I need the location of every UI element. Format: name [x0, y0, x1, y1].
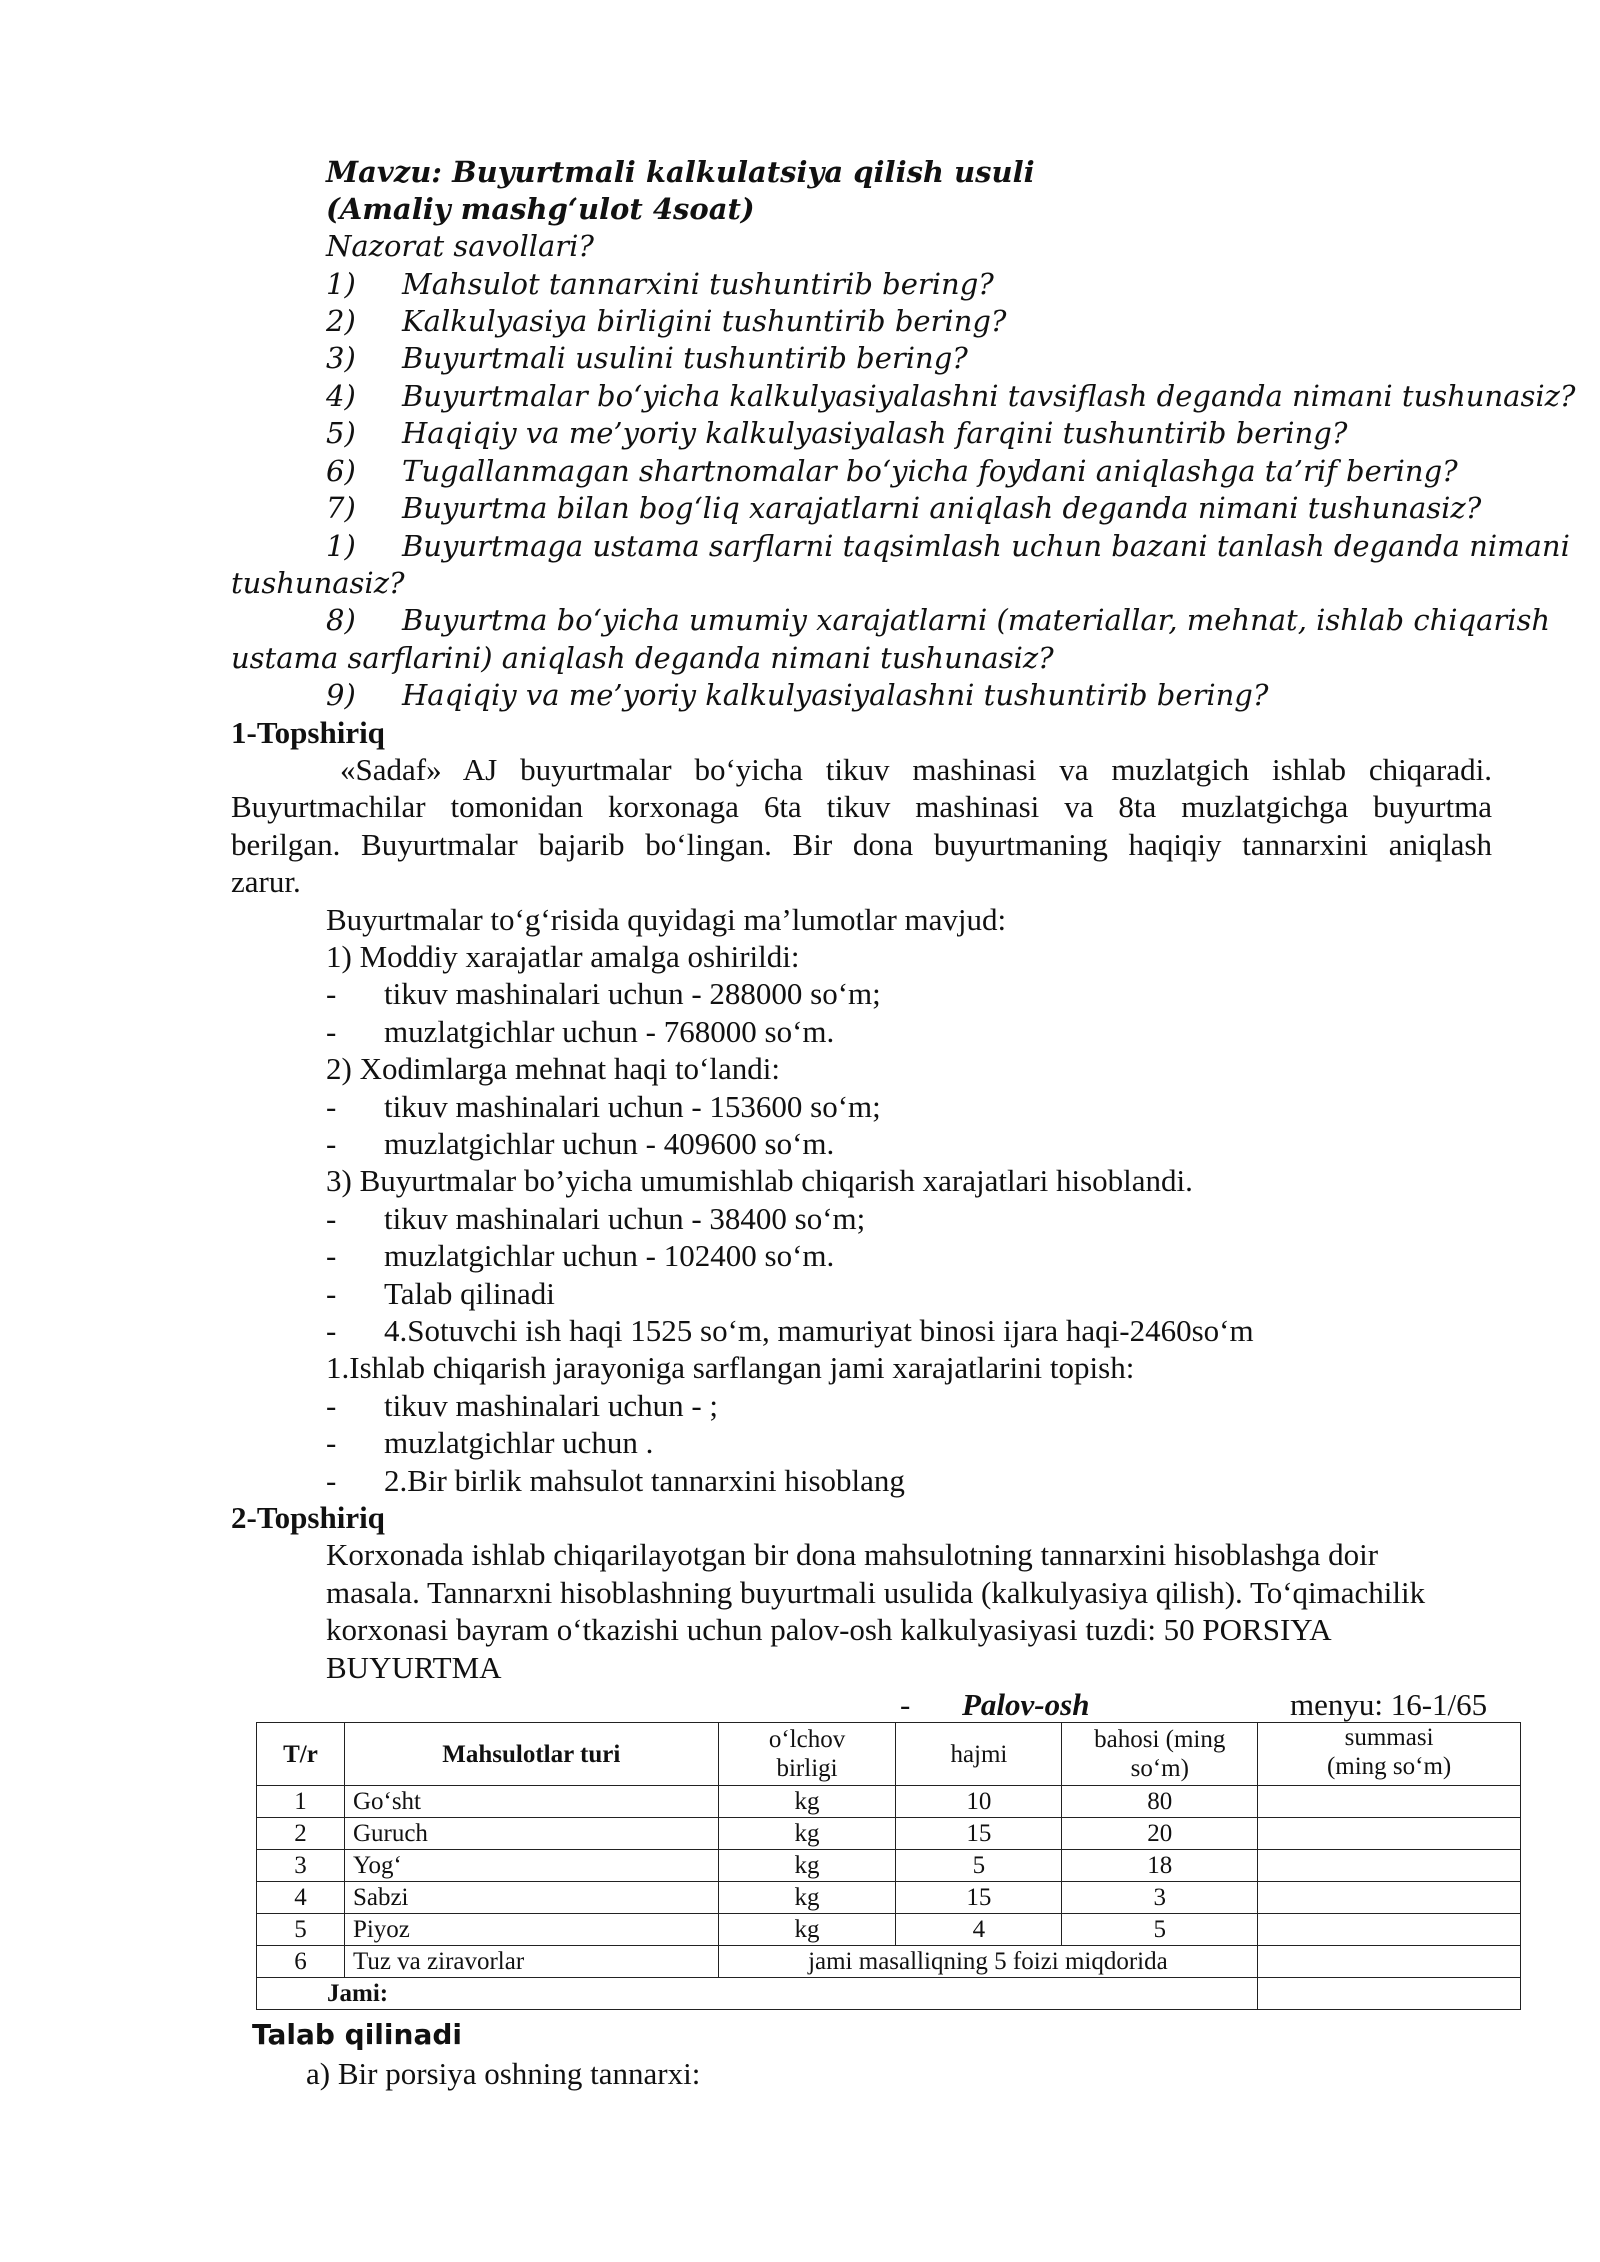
header-name: Mahsulotlar turi — [344, 1723, 718, 1786]
bullet-item: - muzlatgichlar uchun - 768000 so‘m. — [326, 1014, 835, 1049]
task2-paragraph-line: Korxonada ishlab chiqarilayotgan bir dona mahsulotning tannarxini hisoblashga doir — [326, 1537, 1379, 1572]
bullet-item: - muzlatgichlar uchun . — [326, 1425, 654, 1460]
document-subtitle: (Amaliy mashg‘ulot 4soat) — [326, 192, 755, 226]
bullet-item: - Talab qilinadi — [326, 1276, 555, 1311]
task1-paragraph-line: zarur. — [231, 864, 301, 899]
question-item: 2) Kalkulyasiya birligini tushuntirib bering? — [326, 304, 1007, 338]
cell-name: Guruch — [344, 1818, 718, 1850]
cell-sum — [1258, 1882, 1521, 1914]
cell-unit: kg — [718, 1850, 896, 1882]
cell-sum — [1258, 1914, 1521, 1946]
table-row — [257, 1850, 1521, 1882]
cell-sum — [1258, 1850, 1521, 1882]
cell-qty: 5 — [896, 1850, 1062, 1882]
task1-section: 1.Ishlab chiqarish jarayoniga sarflangan jami xarajatlarini topish: — [326, 1350, 1135, 1385]
questions-heading: Nazorat savollari? — [326, 229, 594, 263]
cell-unit: kg — [718, 1882, 896, 1914]
table-total-row — [257, 1978, 1521, 2010]
cell-price: 18 — [1062, 1850, 1258, 1882]
header-sum: summasi (ming so‘m) — [1258, 1723, 1521, 1786]
task1-section: 3) Buyurtmalar bo’yicha umumishlab chiqarish xarajatlari hisoblandi. — [326, 1163, 1193, 1198]
cell-qty: 4 — [896, 1914, 1062, 1946]
cell-qty: 10 — [896, 1786, 1062, 1818]
question-text: Buyurtmaga ustama sarflarni taqsimlash uchun bazani tanlash deganda nimani — [402, 529, 1570, 563]
task1-paragraph-line: Buyurtmachilar tomonidan korxonaga 6ta tikuv mashinasi va 8ta muzlatgichga buyurtma — [231, 789, 1492, 824]
dish-dash: - — [900, 1687, 911, 1722]
task2-heading: 2-Topshiriq — [231, 1500, 385, 1535]
question-item: 5) Haqiqiy va me’yoriy kalkulyasiyalash farqini tushuntirib bering? — [326, 416, 1348, 450]
table-row — [257, 1882, 1521, 1914]
required-item-a: a) Bir porsiya oshning tannarxi: — [306, 2056, 701, 2091]
table-row — [257, 1786, 1521, 1818]
question-text: Buyurtma bo‘yicha umumiy xarajatlarni (materiallar, mehnat, ishlab chiqarish — [402, 603, 1551, 637]
bullet-item: - tikuv mashinalari uchun - 288000 so‘m; — [326, 976, 881, 1011]
table-header-row — [257, 1723, 1521, 1786]
dish-name: Palov-osh — [962, 1687, 1090, 1722]
question-item: 6) Tugallanmagan shartnomalar bo‘yicha foydani aniqlashga ta’rif bering? — [326, 454, 1458, 488]
task1-info-intro: Buyurtmalar to‘g‘risida quyidagi ma’lumotlar mavjud: — [326, 902, 1007, 937]
question-item: 9) Haqiqiy va me’yoriy kalkulyasiyalashni tushuntirib bering? — [326, 678, 1269, 712]
task1-paragraph-line: «Sadaf» AJ buyurtmalar bo‘yicha tikuv mashinasi va muzlatgich ishlab chiqaradi. — [340, 752, 1492, 787]
bullet-item: - tikuv mashinalari uchun - 153600 so‘m; — [326, 1089, 881, 1124]
cell-n: 6 — [257, 1946, 345, 1978]
question-number: 1) — [326, 529, 356, 563]
ingredients-table — [256, 1722, 1521, 2010]
task2-paragraph-line: korxonasi bayram o‘tkazishi uchun palov-osh kalkulyasiyasi tuzdi: 50 PORSIYA — [326, 1612, 1332, 1647]
cell-qty: 15 — [896, 1882, 1062, 1914]
cell-name: Tuz va ziravorlar — [344, 1946, 718, 1978]
total-label: Jami: — [257, 1978, 1258, 2010]
cell-n: 5 — [257, 1914, 345, 1946]
cell-price: 80 — [1062, 1786, 1258, 1818]
cell-merged-note: jami masalliqning 5 foizi miqdorida — [718, 1946, 1258, 1978]
question-item: 7) Buyurtma bilan bog‘liq xarajatlarni aniqlash deganda nimani tushunasiz? — [326, 491, 1482, 525]
menu-code: menyu: 16-1/65 — [1290, 1687, 1488, 1722]
bullet-item: - muzlatgichlar uchun - 102400 so‘m. — [326, 1238, 835, 1273]
cell-unit: kg — [718, 1818, 896, 1850]
cell-sum — [1258, 1786, 1521, 1818]
bullet-item: - muzlatgichlar uchun - 409600 so‘m. — [326, 1126, 835, 1161]
table-row — [257, 1818, 1521, 1850]
cell-sum — [1258, 1946, 1521, 1978]
table-row — [257, 1946, 1521, 1978]
cell-price: 20 — [1062, 1818, 1258, 1850]
cell-n: 1 — [257, 1786, 345, 1818]
document-title: Mavzu: Buyurtmali kalkulatsiya qilish usuli — [326, 155, 1035, 189]
question-text-cont: tushunasiz? — [231, 566, 405, 600]
question-text-cont: ustama sarflarini) aniqlash deganda nimani tushunasiz? — [231, 641, 1054, 675]
question-item: 3) Buyurtmali usulini tushuntirib bering? — [326, 341, 968, 375]
header-qty: hajmi — [896, 1723, 1062, 1786]
cell-unit: kg — [718, 1786, 896, 1818]
table-row — [257, 1914, 1521, 1946]
total-sum — [1258, 1978, 1521, 2010]
header-tr: T/r — [257, 1723, 345, 1786]
cell-name: Yog‘ — [344, 1850, 718, 1882]
task1-section: 2) Xodimlarga mehnat haqi to‘landi: — [326, 1051, 780, 1086]
task2-paragraph-line: BUYURTMA — [326, 1650, 502, 1685]
cell-sum — [1258, 1818, 1521, 1850]
header-price: bahosi (ming so‘m) — [1062, 1723, 1258, 1786]
header-unit: o‘lchov birligi — [718, 1723, 896, 1786]
task1-section: 1) Moddiy xarajatlar amalga oshirildi: — [326, 939, 800, 974]
bullet-item: - tikuv mashinalari uchun - ; — [326, 1388, 719, 1423]
cell-price: 5 — [1062, 1914, 1258, 1946]
cell-n: 2 — [257, 1818, 345, 1850]
cell-n: 3 — [257, 1850, 345, 1882]
cell-name: Sabzi — [344, 1882, 718, 1914]
cell-n: 4 — [257, 1882, 345, 1914]
bullet-item: - 4.Sotuvchi ish haqi 1525 so‘m, mamuriyat binosi ijara haqi-2460so‘m — [326, 1313, 1254, 1348]
question-number: 8) — [326, 603, 356, 637]
bullet-item: - tikuv mashinalari uchun - 38400 so‘m; — [326, 1201, 866, 1236]
required-heading: Talab qilinadi — [252, 2018, 462, 2051]
cell-qty: 15 — [896, 1818, 1062, 1850]
question-item: 1) Mahsulot tannarxini tushuntirib bering? — [326, 267, 994, 301]
task2-paragraph-line: masala. Tannarxni hisoblashning buyurtmali usulida (kalkulyasiya qilish). To‘qimachilik — [326, 1575, 1426, 1610]
question-item: 4) Buyurtmalar bo‘yicha kalkulyasiyalashni tavsiflash deganda nimani tushunasiz? — [326, 379, 1576, 413]
bullet-item: - 2.Bir birlik mahsulot tannarxini hisoblang — [326, 1463, 905, 1498]
cell-name: Piyoz — [344, 1914, 718, 1946]
cell-name: Go‘sht — [344, 1786, 718, 1818]
task1-paragraph-line: berilgan. Buyurtmalar bajarib bo‘lingan. Bir dona buyurtmaning haqiqiy tannarxini aniqlash — [231, 827, 1492, 862]
cell-price: 3 — [1062, 1882, 1258, 1914]
task1-heading: 1-Topshiriq — [231, 715, 385, 750]
cell-unit: kg — [718, 1914, 896, 1946]
